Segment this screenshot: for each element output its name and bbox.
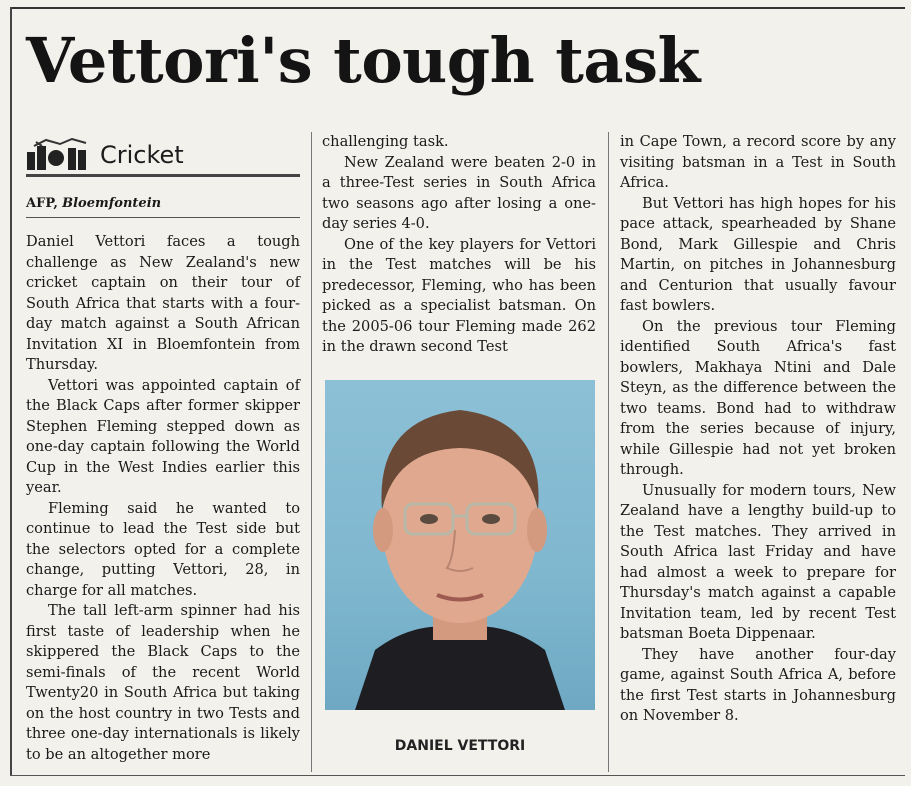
- paragraph: Vettori was appointed captain of the Black Caps after former skipper Stephen Fleming stepped down as one-day captain following the World Cup in the West Indies earlier this year.: [26, 376, 300, 496]
- left-rule: [10, 7, 12, 776]
- photo-caption: DANIEL VETTORI: [394, 738, 526, 754]
- portrait-photo-illustration: [325, 380, 595, 710]
- paragraph: in Cape Town, a record score by any visiting batsman in a Test in South Africa.: [620, 133, 896, 191]
- article-column-3: [620, 132, 896, 727]
- article-column-2: [322, 132, 596, 358]
- portrait-photo: [325, 380, 595, 710]
- section-label: Cricket: [100, 141, 184, 169]
- paragraph: New Zealand were beaten 2-0 in a three-Test series in South Africa two seasons ago after losing a one-day series 4-0.: [322, 153, 596, 232]
- column-divider: [311, 132, 312, 772]
- cricket-icon: [26, 138, 94, 172]
- headline: Vettori's tough task: [26, 24, 700, 97]
- paragraph: But Vettori has high hopes for his pace attack, spearheaded by Shane Bond, Mark Gillespie and Chris Martin, on pitches in Johannesburg and Centurion that usually favour fast bowlers.: [620, 194, 896, 314]
- paragraph: Fleming said he wanted to continue to lead the Test side but the selectors opted for a complete change, putting Vettori, 28, in charge for all matches.: [26, 499, 300, 599]
- bottom-rule: [10, 775, 905, 776]
- byline-agency: AFP,: [26, 196, 58, 211]
- section-tag: [26, 136, 300, 177]
- paragraph: They have another four-day game, against South Africa A, before the first Test starts in Johannesburg on November 8.: [620, 645, 896, 724]
- byline-dateline: Bloemfontein: [62, 196, 162, 211]
- top-rule: [10, 7, 905, 9]
- paragraph: challenging task.: [322, 133, 449, 150]
- column-divider: [608, 132, 609, 772]
- byline: [26, 196, 300, 218]
- paragraph: On the previous tour Fleming identified South Africa's fast bowlers, Makhaya Ntini and Dale Steyn, as the difference between the two teams. Bond had to withdraw from the series because of injury, while Gillespie had not yet broken through.: [620, 317, 896, 478]
- paragraph: Unusually for modern tours, New Zealand have a lengthy build-up to the Test matches. They arrived in South Africa last Friday and have had almost a week to prepare for Thursday's match against a capable Invitation team, led by recent Test batsman Boeta Dippenaar.: [620, 481, 896, 642]
- paragraph: Daniel Vettori faces a tough challenge as New Zealand's new cricket captain on their tour of South Africa that starts with a four-day match against a South African Invitation XI in Bloemfontein from Thursday.: [26, 233, 300, 373]
- paragraph: The tall left-arm spinner had his first taste of leadership when he skippered the Black Caps to the semi-finals of the recent World Twenty20 in South Africa but taking on the host country in two Tests and three one-day internationals is likely to be an altogether more: [26, 602, 300, 763]
- article-column-1: [26, 232, 300, 765]
- paragraph: One of the key players for Vettori in the Test matches will be his predecessor, Fleming, who has been picked as a specialist batsman. On the 2005-06 tour Fleming made 262 in the drawn second Test: [322, 235, 596, 355]
